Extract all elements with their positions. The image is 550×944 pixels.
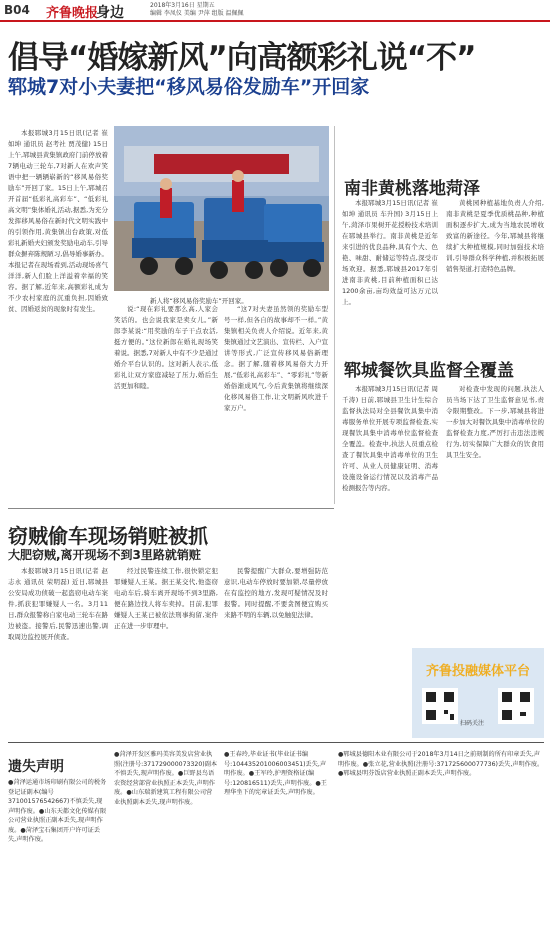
classified-column-4 (338, 750, 544, 938)
peach-column-2 (446, 198, 544, 348)
tableware-column-1 (342, 384, 438, 624)
lead-col1-text: 本报郓城3月15日讯(记者 崔如坤 通讯员 赵考社 贾茂健) 15日上午,郓城县黄集镇政府门前停放着7辆电动三轮车,7对新人在欢声笑语中把一辆辆崭新的“移风易俗奖励车”开回了家。15日上午,郓城召开首届“低彩礼高彩车”、“低彩礼高文明”集体婚礼活动,据悉,为充分发挥移风易俗在新时代文明实践中的引领作用,黄集镇出台政策,对低彩礼新婚夫妇颁发奖励电动车,引导群众摒弃陈规陋习,倡导婚事新办。本报记者在现场看到,活动现场喜气洋洋,新人们脸上洋溢着幸福的笑容。据了解,近年来,高额彩礼成为不少农村家庭的沉重负担,因婚致贫、因婚返贫的现象时有发生。 (8, 129, 108, 313)
media-platform-ad[interactable] (412, 648, 544, 738)
theft-column-1 (8, 566, 108, 736)
theft-col3-text: 民警提醒广大群众,要增强防范意识,电动车停放时要加锁,尽量停放在有监控的地方,发现可疑情况及时报警。同时提醒,不要贪图便宜购买来路不明的车辆,以免触犯法律。 (224, 567, 328, 619)
theft-headline: 窃贼偷车现场销赃被抓 (8, 524, 208, 548)
tableware-col2-text: 对检查中发现的问题,执法人员当场下达了卫生监督意见书,责令限期整改。下一步,郓城县将进一步加大对餐饮具集中消毒单位的监督检查力度,严厉打击违法违规行为,切实保障广大群众的饮食用具卫生安全。 (446, 385, 544, 459)
tableware-headline: 郓城餐饮具监督全覆盖 (344, 361, 514, 381)
classified-column-2 (114, 750, 218, 938)
issue-meta (150, 2, 244, 18)
theft-column-2 (114, 566, 218, 736)
editor-credits: 编辑 李凤仪 美编 尹萍 组版 温佩佩 (150, 10, 244, 17)
classified-col2-text: ●菏泽开发区雅玛美容美发店营业执照(注册号:371729000073320)副本不慎丢失,现声明作废。●巨野县鸟语农资经营部营业执照正本丢失,声明作废。●山东瑞新建筑工程有限公司营业执照副本丢失,现声明作废。 (114, 751, 218, 806)
section-name: 身边 (96, 5, 124, 21)
theft-col1-text: 本报郓城3月15日讯(记者 赵志永 通讯员 荣明磊) 近日,郓城县公安局成功侦破一起盗窃电动车案件,抓获犯罪嫌疑人一名。3月11日,群众报警称自家电动三轮车在路边被盗。接警后,民警迅速出警,调取周边监控展开侦查。 (8, 567, 108, 641)
ad-title: 齐鲁投融媒体平台 (426, 664, 531, 679)
section-divider (8, 508, 334, 509)
wedding-vehicles-illustration (114, 126, 329, 291)
classified-column-3 (224, 750, 328, 938)
newspaper-logo: 齐鲁晚报 (46, 6, 99, 21)
tableware-column-2 (446, 384, 544, 624)
lead-headline: 倡导“婚嫁新风”向高额彩礼说“不” (8, 40, 476, 76)
lead-subhead: 郓城7对小夫妻把“移风易俗发励车”开回家 (8, 76, 370, 98)
lead-column-1 (8, 128, 108, 500)
lead-column-3 (224, 304, 328, 500)
classified-divider (8, 742, 544, 743)
column-divider (334, 126, 335, 504)
masthead (0, 0, 550, 22)
peach-col1-text: 本报郓城3月15日讯(记者 崔如坤 通讯员 车升国) 3月15日上午,菏泽市果树开花授粉技术培训在郓城县举行。南非黄桃是近年来引进的优良品种,具有个大、色艳、味甜、耐储运等特点,深受市场欢迎。据悉,郓城县2017年引进南非黄桃,目前种植面积已达1200余亩,亩均效益可达万元以上。 (342, 199, 438, 306)
theft-col2-text: 经过民警连续工作,很快锁定犯罪嫌疑人王某。据王某交代,他盗窃电动车后,骑车离开现场不到3里路,便在路边找人将车卖掉。目前,犯罪嫌疑人王某已被依法刑事拘留,案件正在进一步审理中。 (114, 567, 218, 630)
tableware-col1-text: 本报郓城3月15日讯(记者 周千涛) 日前,郓城县卫生计生综合监督执法局对全县餐饮具集中消毒服务单位开展专项监督检查,实现餐饮具集中消毒单位监督检查全覆盖。检查中,执法人员重点检查了餐饮具集中消毒单位的卫生许可、从业人员健康证明、消毒设施设备运行情况以及消毒产品检测报告等内容。 (342, 385, 438, 492)
page-number: B04 (4, 3, 30, 17)
lead-col2-text: 说:“现在彩礼要那么高,人家会笑话的。也会说我家是卖女儿。”新郎李某说:“用奖励的车子干点农活,挺方便的。”这位新郎在婚礼现场笑着说。据悉,7对新人中有不少是通过婚介平台认识的。这对新人表示,低彩礼让双方家庭减轻了压力,婚后生活更加和睦。 (114, 305, 218, 390)
classified-col1-text: ●菏泽运通市场印刷有限公司的税务登记证副本(编号371001576542667)不慎丢失,现声明作废。●山东天都文化传媒有限公司营业执照正副本丢失,现声明作废。●菏泽宝石集团开户许可证丢失,声明作废。 (8, 779, 107, 843)
lead-column-2 (114, 304, 218, 500)
peach-column-1 (342, 198, 438, 348)
ad-caption: 扫码关注 (460, 720, 485, 727)
peach-col2-text: 黄桃园种植基地负责人介绍,南非黄桃是夏季优质桃品种,种植面积逐步扩大,成为当地农民增收致富的新途径。今年,郓城县将继续扩大种植规模,同时加强技术培训,引导群众科学种植,并积极拓展销售渠道,打造特色品牌。 (446, 199, 544, 273)
classified-column-1 (8, 778, 108, 938)
lost-notice-title: 遗失声明 (8, 759, 64, 775)
photo-caption: 新人将“移风易俗奖励车”开回家。 (150, 297, 248, 305)
classified-col4-text: ●郓城县德阳木业有限公司于2018年3月14日之前刻制的所有印章丢失,声明作废。●张立花,营业执照(注册号:371725600077736)丢失,声明作废。●郓城县明芬饭店营业执照正副本丢失,声明作废。 (338, 751, 544, 777)
theft-column-3 (224, 566, 328, 736)
theft-subhead: 大肥窃贼,离开现场不到3里路就销赃 (8, 548, 201, 562)
issue-date: 2018年3月16日 星期五 (150, 2, 215, 9)
peach-headline: 南非黄桃落地菏泽 (344, 179, 480, 199)
lead-photo (114, 126, 329, 291)
classified-col3-text: ●王春玲,毕业证书(毕业证书编号:104435201006003451)丢失,声明作废。●王军玲,护理资格证(编号:120816511)丢失,声明作废。●王理华坐下的宪章证丢失,声明作废。 (224, 751, 327, 796)
lead-col3-text: “这7对夫妻虽然领的奖励车型号一样,但各自的故事却不一样。”黄集镇相关负责人介绍说。近年来,黄集镇通过文艺演出、宣传栏、入户宣讲等形式,广泛宣传移风易俗新理念。据了解,随着移风易俗大力开展,“低彩礼高彩车”、“零彩礼”等新婚俗渐成风气,今后黄集镇将继续深化移风易俗工作,让文明新风吹进千家万户。 (224, 305, 328, 412)
